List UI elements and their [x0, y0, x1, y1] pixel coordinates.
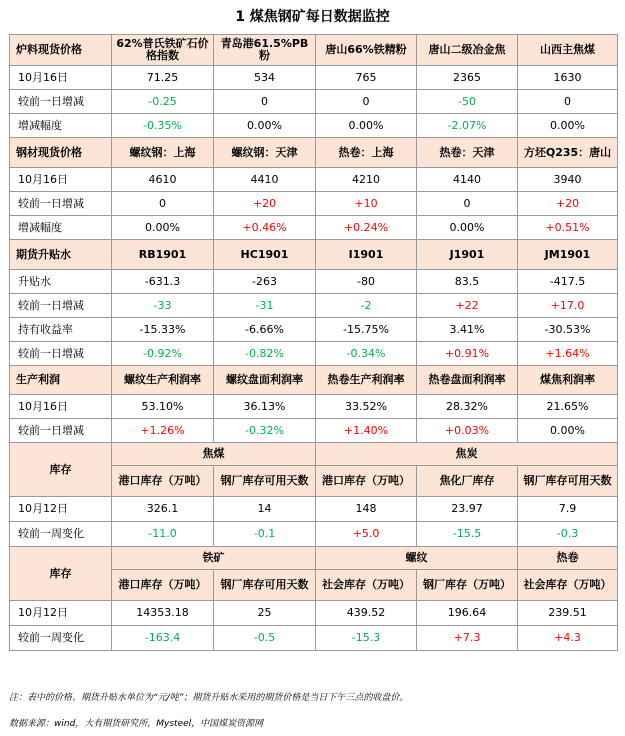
- row-label: 10月16日: [10, 66, 112, 90]
- column-header: 唐山66%铁精粉: [316, 35, 417, 66]
- section-label: 期货升贴水: [10, 240, 112, 270]
- row-label: 较前一周变化: [10, 626, 112, 651]
- section-label: 库存: [10, 443, 112, 497]
- section-label: 生产利润: [10, 366, 112, 395]
- row-label: 较前一日增减: [10, 419, 112, 443]
- column-header: 钢厂库存可用天数: [214, 570, 316, 601]
- value-cell: 53.10%: [112, 395, 214, 419]
- value-cell: -2: [316, 294, 417, 318]
- value-cell: 0: [417, 192, 518, 216]
- value-cell: -80: [316, 270, 417, 294]
- value-cell: 28.32%: [417, 395, 518, 419]
- value-cell: +4.3: [518, 626, 618, 651]
- inventory-group-row: [10, 547, 618, 570]
- table-row: [10, 294, 618, 318]
- column-header: 社会库存（万吨）: [518, 570, 618, 601]
- value-cell: +1.40%: [316, 419, 417, 443]
- value-cell: +0.91%: [417, 342, 518, 366]
- value-cell: 71.25: [112, 66, 214, 90]
- value-cell: +22: [417, 294, 518, 318]
- table-row: [10, 66, 618, 90]
- column-header: 港口库存（万吨）: [112, 570, 214, 601]
- value-cell: 7.9: [518, 497, 618, 522]
- section-header-row: [10, 240, 618, 270]
- value-cell: +20: [518, 192, 618, 216]
- row-label: 10月16日: [10, 395, 112, 419]
- column-header: 方坯Q235：唐山: [518, 138, 618, 168]
- value-cell: 0.00%: [417, 216, 518, 240]
- column-header: 钢厂库存（万吨）: [417, 570, 518, 601]
- column-header: 唐山二级冶金焦: [417, 35, 518, 66]
- column-header: 热卷生产利润率: [316, 366, 417, 395]
- value-cell: -30.53%: [518, 318, 618, 342]
- column-header: 社会库存（万吨）: [316, 570, 417, 601]
- value-cell: +1.26%: [112, 419, 214, 443]
- footnote-source: 数据来源：wind，大有期货研究所，Mysteel，中国煤炭资源网: [9, 719, 264, 729]
- value-cell: +20: [214, 192, 316, 216]
- value-cell: -0.3: [518, 522, 618, 547]
- value-cell: 14353.18: [112, 601, 214, 626]
- value-cell: -263: [214, 270, 316, 294]
- table-row: [10, 192, 618, 216]
- value-cell: -33: [112, 294, 214, 318]
- value-cell: -31: [214, 294, 316, 318]
- value-cell: -163.4: [112, 626, 214, 651]
- value-cell: 21.65%: [518, 395, 618, 419]
- table-row: [10, 90, 618, 114]
- value-cell: 2365: [417, 66, 518, 90]
- column-header: 钢厂库存可用天数: [518, 466, 618, 497]
- row-label: 增减幅度: [10, 114, 112, 138]
- value-cell: -0.82%: [214, 342, 316, 366]
- value-cell: 33.52%: [316, 395, 417, 419]
- column-header: HC1901: [214, 240, 316, 270]
- footnote-units: 注：表中的价格、期货升贴水单位为“元/吨”；期货升贴水采用的期货价格是当日下午三点的收盘价。: [9, 693, 409, 703]
- monitoring-table: [9, 34, 618, 651]
- column-header: 螺纹生产利润率: [112, 366, 214, 395]
- value-cell: 0.00%: [214, 114, 316, 138]
- column-header: JM1901: [518, 240, 618, 270]
- section-label: 炉料现货价格: [10, 35, 112, 66]
- value-cell: -0.35%: [112, 114, 214, 138]
- table-row: [10, 342, 618, 366]
- value-cell: 23.97: [417, 497, 518, 522]
- column-header: 螺纹盘面利润率: [214, 366, 316, 395]
- value-cell: 3.41%: [417, 318, 518, 342]
- table-row: [10, 216, 618, 240]
- value-cell: +0.51%: [518, 216, 618, 240]
- value-cell: 3940: [518, 168, 618, 192]
- value-cell: 0: [112, 192, 214, 216]
- value-cell: 326.1: [112, 497, 214, 522]
- value-cell: +0.03%: [417, 419, 518, 443]
- table-row: [10, 318, 618, 342]
- column-header: 62%普氏铁矿石价格指数: [112, 35, 214, 66]
- value-cell: -631.3: [112, 270, 214, 294]
- value-cell: 4140: [417, 168, 518, 192]
- row-label: 10月12日: [10, 601, 112, 626]
- value-cell: -15.75%: [316, 318, 417, 342]
- value-cell: 765: [316, 66, 417, 90]
- value-cell: 0: [214, 90, 316, 114]
- page-title: 1 煤焦钢矿每日数据监控: [235, 9, 390, 25]
- table-row: [10, 522, 618, 547]
- column-header: RB1901: [112, 240, 214, 270]
- table-row: [10, 114, 618, 138]
- row-label: 增减幅度: [10, 216, 112, 240]
- value-cell: -15.5: [417, 522, 518, 547]
- column-header: 热卷：天津: [417, 138, 518, 168]
- value-cell: 0.00%: [518, 114, 618, 138]
- value-cell: 36.13%: [214, 395, 316, 419]
- value-cell: 0.00%: [112, 216, 214, 240]
- value-cell: -0.5: [214, 626, 316, 651]
- column-header: 焦化厂库存: [417, 466, 518, 497]
- value-cell: -6.66%: [214, 318, 316, 342]
- group-header: 焦煤: [112, 443, 316, 466]
- value-cell: 534: [214, 66, 316, 90]
- column-header: 煤焦利润率: [518, 366, 618, 395]
- value-cell: -417.5: [518, 270, 618, 294]
- column-header: 螺纹钢：上海: [112, 138, 214, 168]
- value-cell: 439.52: [316, 601, 417, 626]
- value-cell: +7.3: [417, 626, 518, 651]
- value-cell: -0.1: [214, 522, 316, 547]
- value-cell: 0.00%: [316, 114, 417, 138]
- value-cell: 25: [214, 601, 316, 626]
- value-cell: 83.5: [417, 270, 518, 294]
- section-header-row: [10, 138, 618, 168]
- value-cell: -11.0: [112, 522, 214, 547]
- value-cell: 148: [316, 497, 417, 522]
- column-header: 螺纹钢：天津: [214, 138, 316, 168]
- value-cell: 4410: [214, 168, 316, 192]
- value-cell: -50: [417, 90, 518, 114]
- row-label: 较前一日增减: [10, 192, 112, 216]
- table-row: [10, 168, 618, 192]
- value-cell: +0.24%: [316, 216, 417, 240]
- value-cell: 1630: [518, 66, 618, 90]
- value-cell: +10: [316, 192, 417, 216]
- group-header: 螺纹: [316, 547, 518, 570]
- column-header: 热卷盘面利润率: [417, 366, 518, 395]
- column-header: I1901: [316, 240, 417, 270]
- section-header-row: [10, 366, 618, 395]
- value-cell: +1.64%: [518, 342, 618, 366]
- value-cell: -15.33%: [112, 318, 214, 342]
- value-cell: 0.00%: [518, 419, 618, 443]
- inventory-group-row: [10, 443, 618, 466]
- section-label: 钢材现货价格: [10, 138, 112, 168]
- table-row: [10, 270, 618, 294]
- value-cell: 4610: [112, 168, 214, 192]
- column-header: 青岛港61.5%PB粉: [214, 35, 316, 66]
- value-cell: +5.0: [316, 522, 417, 547]
- row-label: 10月12日: [10, 497, 112, 522]
- row-label: 较前一日增减: [10, 294, 112, 318]
- column-header: J1901: [417, 240, 518, 270]
- row-label: 持有收益率: [10, 318, 112, 342]
- table-row: [10, 626, 618, 651]
- table-row: [10, 395, 618, 419]
- value-cell: 4210: [316, 168, 417, 192]
- column-header: 钢厂库存可用天数: [214, 466, 316, 497]
- group-header: 焦炭: [316, 443, 618, 466]
- value-cell: -0.92%: [112, 342, 214, 366]
- column-header: 山西主焦煤: [518, 35, 618, 66]
- value-cell: -2.07%: [417, 114, 518, 138]
- section-header-row: [10, 35, 618, 66]
- table-row: [10, 497, 618, 522]
- column-header: 热卷：上海: [316, 138, 417, 168]
- value-cell: 239.51: [518, 601, 618, 626]
- value-cell: +17.0: [518, 294, 618, 318]
- value-cell: 14: [214, 497, 316, 522]
- value-cell: -0.32%: [214, 419, 316, 443]
- row-label: 10月16日: [10, 168, 112, 192]
- section-label: 库存: [10, 547, 112, 601]
- value-cell: -0.25: [112, 90, 214, 114]
- row-label: 较前一日增减: [10, 342, 112, 366]
- value-cell: 196.64: [417, 601, 518, 626]
- group-header: 热卷: [518, 547, 618, 570]
- group-header: 铁矿: [112, 547, 316, 570]
- value-cell: +0.46%: [214, 216, 316, 240]
- row-label: 较前一周变化: [10, 522, 112, 547]
- value-cell: -15.3: [316, 626, 417, 651]
- column-header: 港口库存（万吨）: [316, 466, 417, 497]
- column-header: 港口库存（万吨）: [112, 466, 214, 497]
- table-row: [10, 601, 618, 626]
- row-label: 较前一日增减: [10, 90, 112, 114]
- row-label: 升贴水: [10, 270, 112, 294]
- value-cell: 0: [316, 90, 417, 114]
- table-row: [10, 419, 618, 443]
- value-cell: -0.34%: [316, 342, 417, 366]
- value-cell: 0: [518, 90, 618, 114]
